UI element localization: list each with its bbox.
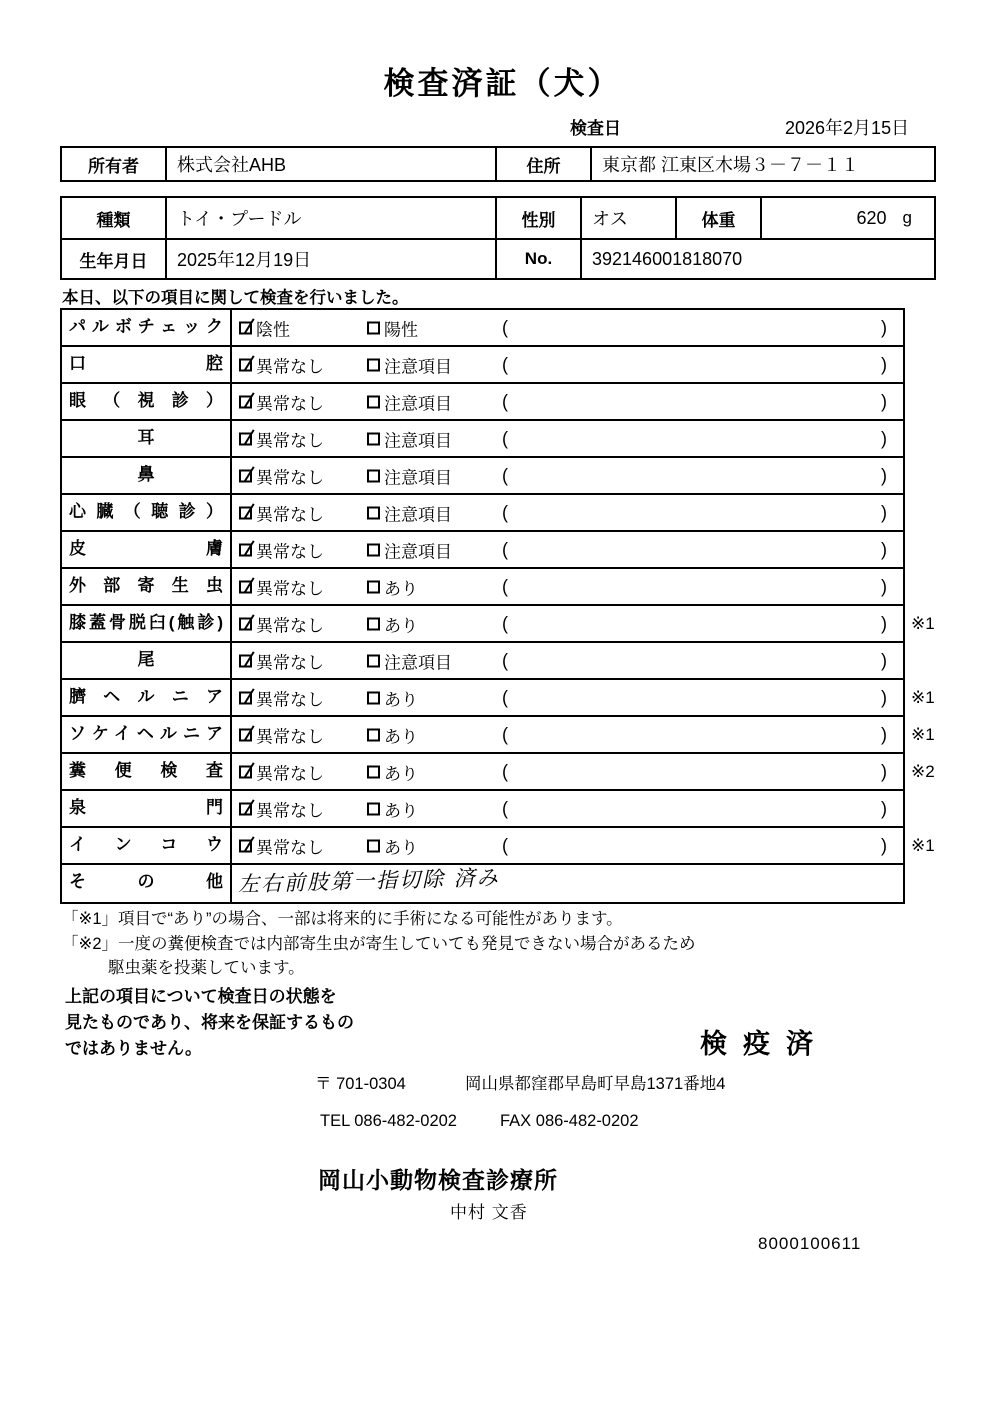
exam-option-1: [239, 315, 290, 340]
birth-row: [62, 238, 934, 278]
paren-close: ): [881, 798, 887, 818]
serial-number: 8000100611: [758, 1234, 862, 1253]
option-label: 異常なし: [256, 579, 324, 598]
exam-option-2: [367, 352, 452, 377]
exam-option-1: [239, 463, 324, 488]
disclaimer-text: [65, 984, 354, 1062]
exam-row-label: 糞便検査: [62, 754, 232, 789]
exam-row-content: [232, 495, 903, 530]
option-label: 注意項目: [384, 431, 452, 450]
exam-option-2: [367, 537, 452, 562]
option-label: 異常なし: [256, 357, 324, 376]
paren-close: ): [881, 391, 887, 411]
paren-close: ): [881, 687, 887, 707]
clinic-fax: FAX 086-482-0202: [500, 1112, 639, 1130]
exam-row-content: [232, 754, 935, 789]
exam-option-2: [367, 759, 418, 784]
paren-open: (: [502, 354, 508, 374]
paren-close: ): [881, 317, 887, 337]
footnote-2-cont: 駆虫薬を投薬しています。: [108, 959, 305, 977]
checkbox-icon: [239, 432, 252, 445]
exam-row-label: 心臓（聴診）: [62, 495, 232, 530]
checkbox-icon: [239, 654, 252, 667]
exam-option-2: [367, 833, 418, 858]
paren-close: ): [881, 724, 887, 744]
birthdate-value: 2025年12月19日: [167, 240, 497, 278]
option-label: 陰性: [256, 320, 290, 339]
exam-option-1: [239, 500, 324, 525]
checkbox-icon: [367, 432, 380, 445]
option-label: 異常なし: [256, 653, 324, 672]
option-label: 異常なし: [256, 764, 324, 783]
veterinarian-name: 中村 文香: [450, 1203, 528, 1222]
exam-table: [60, 308, 935, 904]
exam-row-label: その他: [62, 865, 232, 902]
paren-close: ): [881, 539, 887, 559]
checkbox-icon: [239, 358, 252, 371]
exam-option-1: [239, 426, 324, 451]
exam-row-content: [232, 680, 935, 715]
paren-open: (: [502, 576, 508, 596]
checkbox-icon: [367, 506, 380, 519]
exam-row: [62, 754, 935, 791]
checkbox-icon: [367, 765, 380, 778]
checkbox-icon: [367, 580, 380, 593]
checkbox-icon: [239, 321, 252, 334]
footnote-mark: ※1: [911, 613, 935, 633]
exam-row-content: [232, 569, 903, 604]
exam-row-content: [232, 643, 903, 678]
footnote-mark: ※1: [911, 724, 935, 744]
exam-row: [62, 643, 903, 680]
weight-value: 620: [856, 207, 887, 228]
disclaimer-line-2: 見たものであり、将来を保証するもの: [65, 1013, 354, 1032]
option-label: 注意項目: [384, 542, 452, 561]
exam-row: [62, 865, 903, 902]
exam-row: [62, 828, 935, 865]
option-label: あり: [384, 727, 418, 746]
paren-open: (: [502, 502, 508, 522]
checkbox-icon: [239, 765, 252, 778]
paren-open: (: [502, 687, 508, 707]
exam-row: [62, 458, 903, 495]
footnote-2: 「※2」一度の糞便検査では内部寄生虫が寄生していても発見できない場合があるため: [62, 935, 696, 953]
exam-option-2: [367, 648, 452, 673]
sex-value: オス: [582, 198, 677, 238]
disclaimer-line-1: 上記の項目について検査日の状態を: [65, 987, 337, 1006]
option-label: あり: [384, 616, 418, 635]
exam-row: [62, 791, 903, 828]
owner-info-table: [60, 146, 936, 182]
exam-option-2: [367, 685, 418, 710]
option-label: 異常なし: [256, 838, 324, 857]
exam-row-content: [232, 865, 903, 902]
paren-open: (: [502, 613, 508, 633]
address-value: 東京都 江東区木場３－７－１１: [602, 155, 859, 175]
checkbox-icon: [367, 691, 380, 704]
paren-close: ): [881, 354, 887, 374]
exam-row-label: ソケイヘルニア: [62, 717, 232, 752]
checkbox-icon: [367, 395, 380, 408]
option-label: 異常なし: [256, 394, 324, 413]
pet-info-table: [60, 196, 936, 280]
no-label: No.: [497, 240, 582, 278]
exam-row: [62, 421, 903, 458]
checkbox-icon: [239, 543, 252, 556]
document-title: 検査済証（犬）: [383, 66, 622, 101]
exam-option-2: [367, 315, 418, 340]
checkbox-icon: [367, 654, 380, 667]
checkbox-icon: [367, 839, 380, 852]
paren-close: ): [881, 502, 887, 522]
option-label: 異常なし: [256, 542, 324, 561]
exam-option-1: [239, 685, 324, 710]
checkbox-icon: [239, 506, 252, 519]
exam-date-label: 検査日: [570, 119, 621, 138]
paren-open: (: [502, 317, 508, 337]
exam-row: [62, 532, 903, 569]
exam-option-2: [367, 574, 418, 599]
exam-row-label: インコウ: [62, 828, 232, 863]
paren-open: (: [502, 835, 508, 855]
footnote-mark: ※1: [911, 835, 935, 855]
disclaimer-line-3: ではありません。: [65, 1039, 203, 1058]
exam-row: [62, 310, 903, 347]
exam-row: [62, 569, 903, 606]
no-value: 392146001818070: [592, 248, 743, 269]
birthdate-label: 生年月日: [62, 240, 167, 278]
paren-open: (: [502, 650, 508, 670]
checkbox-icon: [367, 469, 380, 482]
checkbox-icon: [239, 395, 252, 408]
exam-date-value: 2026年2月15日: [785, 118, 910, 138]
owner-label: 所有者: [62, 148, 167, 180]
exam-option-1: [239, 833, 324, 858]
exam-option-1: [239, 648, 324, 673]
exam-option-1: [239, 537, 324, 562]
option-label: あり: [384, 764, 418, 783]
exam-row-label: 鼻: [62, 458, 232, 493]
quarantine-stamp: 検疫済: [700, 1029, 829, 1059]
exam-option-1: [239, 352, 324, 377]
option-label: 注意項目: [384, 394, 452, 413]
footnote-mark: ※2: [911, 761, 935, 781]
weight-cell: [762, 198, 934, 238]
paren-open: (: [502, 465, 508, 485]
exam-option-1: [239, 611, 324, 636]
option-label: あり: [384, 690, 418, 709]
handwritten-note: 左右前肢第一指切除 済み: [237, 865, 500, 897]
checkbox-icon: [367, 358, 380, 371]
checkbox-icon: [239, 469, 252, 482]
intro-text: 本日、以下の項目に関して検査を行いました。: [62, 289, 409, 307]
option-label: 異常なし: [256, 690, 324, 709]
clinic-name: 岡山小動物検査診療所: [318, 1167, 558, 1193]
exam-option-2: [367, 463, 452, 488]
sex-label: 性別: [497, 198, 582, 238]
paren-close: ): [881, 576, 887, 596]
option-label: 異常なし: [256, 801, 324, 820]
exam-row: [62, 384, 903, 421]
option-label: 異常なし: [256, 616, 324, 635]
exam-option-2: [367, 722, 418, 747]
clinic-address: 岡山県都窪郡早島町早島1371番地4: [465, 1075, 726, 1093]
exam-row-content: [232, 384, 903, 419]
checkbox-icon: [239, 802, 252, 815]
exam-row: [62, 495, 903, 532]
exam-row-content: [232, 828, 935, 863]
paren-open: (: [502, 391, 508, 411]
checkbox-icon: [239, 728, 252, 741]
paren-close: ): [881, 835, 887, 855]
exam-row-content: [232, 606, 935, 641]
exam-row-label: 耳: [62, 421, 232, 456]
exam-row-label: 外部寄生虫: [62, 569, 232, 604]
paren-open: (: [502, 761, 508, 781]
exam-row: [62, 680, 935, 717]
checkbox-icon: [239, 839, 252, 852]
clinic-postal-code: 〒 701-0304: [315, 1075, 406, 1093]
exam-row: [62, 606, 935, 643]
clinic-tel: TEL 086-482-0202: [320, 1112, 457, 1130]
breed-label: 種類: [62, 198, 167, 238]
exam-row-content: [232, 532, 903, 567]
option-label: 注意項目: [384, 357, 452, 376]
exam-option-2: [367, 611, 418, 636]
exam-row-content: [232, 717, 935, 752]
exam-row-label: 口腔: [62, 347, 232, 382]
exam-option-1: [239, 722, 324, 747]
paren-close: ): [881, 761, 887, 781]
footnote-mark: ※1: [911, 687, 935, 707]
checkbox-icon: [239, 617, 252, 630]
option-label: 異常なし: [256, 505, 324, 524]
option-label: 異常なし: [256, 431, 324, 450]
exam-row-label: 膝蓋骨脱臼(触診): [62, 606, 232, 641]
paren-close: ): [881, 613, 887, 633]
paren-close: ): [881, 465, 887, 485]
exam-option-2: [367, 500, 452, 525]
paren-open: (: [502, 724, 508, 744]
breed-row: [62, 198, 934, 238]
option-label: あり: [384, 579, 418, 598]
exam-option-2: [367, 389, 452, 414]
exam-option-2: [367, 796, 418, 821]
exam-row-label: 眼（視診）: [62, 384, 232, 419]
paren-open: (: [502, 428, 508, 448]
exam-option-2: [367, 426, 452, 451]
exam-row: [62, 717, 935, 754]
paren-open: (: [502, 798, 508, 818]
exam-row-label: 臍ヘルニア: [62, 680, 232, 715]
owner-row: [62, 148, 934, 180]
option-label: あり: [384, 801, 418, 820]
exam-row-label: パルボチェック: [62, 310, 232, 345]
exam-row-content: [232, 347, 903, 382]
paren-open: (: [502, 539, 508, 559]
option-label: 注意項目: [384, 653, 452, 672]
option-label: 陽性: [384, 320, 418, 339]
exam-row-content: [232, 791, 903, 826]
exam-option-1: [239, 759, 324, 784]
checkbox-icon: [367, 802, 380, 815]
weight-label: 体重: [677, 198, 762, 238]
checkbox-icon: [367, 321, 380, 334]
footnote-1: 「※1」項目で“あり”の場合、一部は将来的に手術になる可能性があります。: [62, 910, 623, 928]
option-label: 異常なし: [256, 468, 324, 487]
exam-row-label: 泉門: [62, 791, 232, 826]
checkbox-icon: [367, 543, 380, 556]
exam-option-1: [239, 796, 324, 821]
option-label: あり: [384, 838, 418, 857]
option-label: 注意項目: [384, 468, 452, 487]
exam-row-label: 尾: [62, 643, 232, 678]
breed-value: トイ・プードル: [167, 198, 497, 238]
exam-row: [62, 347, 903, 384]
exam-option-1: [239, 574, 324, 599]
checkbox-icon: [239, 580, 252, 593]
checkbox-icon: [367, 728, 380, 741]
exam-row-label: 皮膚: [62, 532, 232, 567]
weight-unit: g: [902, 208, 912, 227]
owner-value: 株式会社AHB: [167, 148, 497, 180]
checkbox-icon: [367, 617, 380, 630]
checkbox-icon: [239, 691, 252, 704]
paren-close: ): [881, 428, 887, 448]
exam-option-1: [239, 389, 324, 414]
exam-row-content: [232, 421, 903, 456]
address-label: 住所: [497, 148, 592, 180]
exam-row-content: [232, 310, 903, 345]
option-label: 異常なし: [256, 727, 324, 746]
option-label: 注意項目: [384, 505, 452, 524]
paren-close: ): [881, 650, 887, 670]
exam-row-content: [232, 458, 903, 493]
